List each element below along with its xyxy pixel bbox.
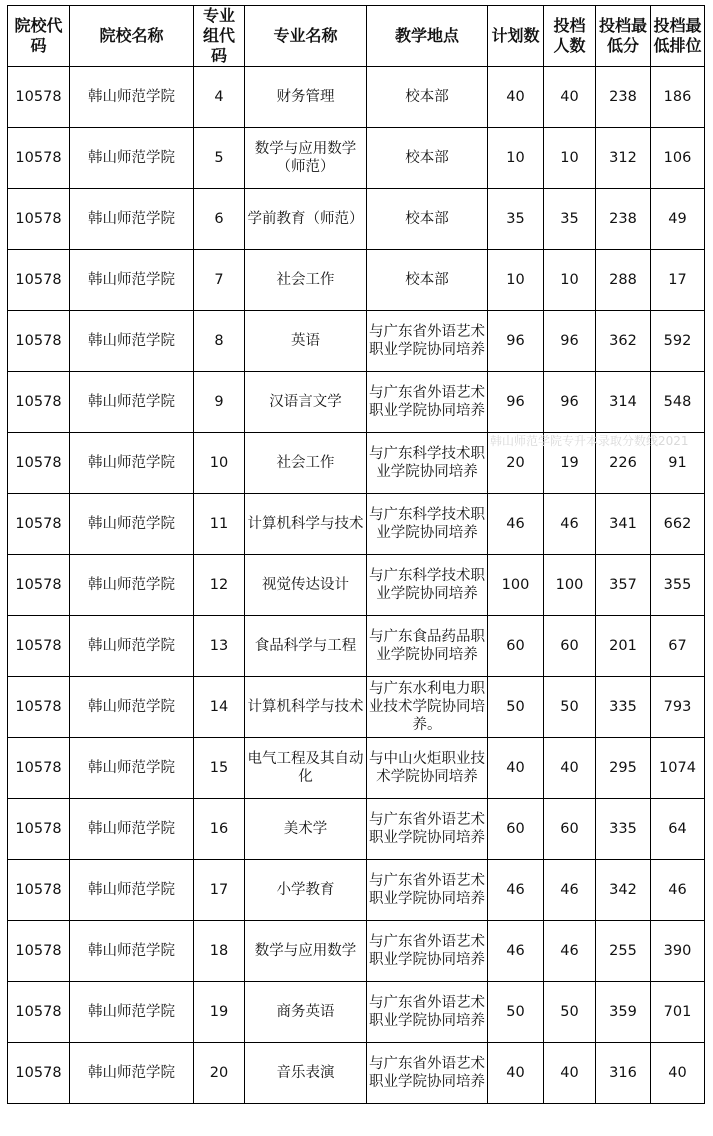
- min-score-cell: 316: [596, 1043, 651, 1104]
- table-row: [8, 250, 705, 311]
- school-name-cell: 韩山师范学院: [70, 311, 194, 372]
- location-cell: 与广东科学技术职业学院协同培养: [367, 433, 488, 494]
- min-score-cell: 295: [596, 738, 651, 799]
- school-name-cell: 韩山师范学院: [70, 616, 194, 677]
- admitted-count-cell: 46: [544, 860, 596, 921]
- school-name-cell: 韩山师范学院: [70, 189, 194, 250]
- school-code-cell: 10578: [8, 372, 70, 433]
- group-code-cell: 20: [194, 1043, 245, 1104]
- admitted-count-cell: 19: [544, 433, 596, 494]
- plan-count-cell: 40: [488, 67, 544, 128]
- school-code-cell: 10578: [8, 677, 70, 738]
- group-code-cell: 13: [194, 616, 245, 677]
- header-group-code: 专业组代码: [194, 6, 245, 67]
- min-score-cell: 341: [596, 494, 651, 555]
- location-cell: 与广东省外语艺术职业学院协同培养: [367, 799, 488, 860]
- major-name-cell: 小学教育: [245, 860, 367, 921]
- major-name-cell: 商务英语: [245, 982, 367, 1043]
- plan-count-cell: 60: [488, 616, 544, 677]
- min-score-cell: 312: [596, 128, 651, 189]
- admitted-count-cell: 40: [544, 738, 596, 799]
- admitted-count-cell: 40: [544, 67, 596, 128]
- admitted-count-cell: 50: [544, 677, 596, 738]
- min-score-cell: 335: [596, 677, 651, 738]
- school-code-cell: 10578: [8, 799, 70, 860]
- admitted-count-cell: 100: [544, 555, 596, 616]
- group-code-cell: 12: [194, 555, 245, 616]
- table-row: [8, 128, 705, 189]
- major-name-cell: 美术学: [245, 799, 367, 860]
- location-cell: 与中山火炬职业技术学院协同培养: [367, 738, 488, 799]
- admitted-count-cell: 60: [544, 799, 596, 860]
- admitted-count-cell: 96: [544, 311, 596, 372]
- school-code-cell: 10578: [8, 555, 70, 616]
- min-score-cell: 201: [596, 616, 651, 677]
- school-name-cell: 韩山师范学院: [70, 494, 194, 555]
- header-admitted: 投档人数: [544, 6, 596, 67]
- min-score-cell: 342: [596, 860, 651, 921]
- group-code-cell: 5: [194, 128, 245, 189]
- school-code-cell: 10578: [8, 860, 70, 921]
- table-row: [8, 799, 705, 860]
- admitted-count-cell: 46: [544, 494, 596, 555]
- school-name-cell: 韩山师范学院: [70, 921, 194, 982]
- table-row: [8, 311, 705, 372]
- header-school-code: 院校代码: [8, 6, 70, 67]
- admitted-count-cell: 46: [544, 921, 596, 982]
- group-code-cell: 6: [194, 189, 245, 250]
- school-name-cell: 韩山师范学院: [70, 1043, 194, 1104]
- table-row: [8, 921, 705, 982]
- group-code-cell: 17: [194, 860, 245, 921]
- school-name-cell: 韩山师范学院: [70, 982, 194, 1043]
- min-rank-cell: 186: [651, 67, 705, 128]
- plan-count-cell: 50: [488, 982, 544, 1043]
- header-plan: 计划数: [488, 6, 544, 67]
- plan-count-cell: 35: [488, 189, 544, 250]
- school-code-cell: 10578: [8, 250, 70, 311]
- min-score-cell: 238: [596, 189, 651, 250]
- major-name-cell: 英语: [245, 311, 367, 372]
- school-name-cell: 韩山师范学院: [70, 433, 194, 494]
- admitted-count-cell: 35: [544, 189, 596, 250]
- min-score-cell: 255: [596, 921, 651, 982]
- plan-count-cell: 46: [488, 860, 544, 921]
- plan-count-cell: 40: [488, 738, 544, 799]
- min-score-cell: 357: [596, 555, 651, 616]
- min-rank-cell: 548: [651, 372, 705, 433]
- table-header: [8, 6, 705, 67]
- admitted-count-cell: 50: [544, 982, 596, 1043]
- table-row: [8, 1043, 705, 1104]
- location-cell: 与广东省外语艺术职业学院协同培养: [367, 860, 488, 921]
- table-row: [8, 738, 705, 799]
- location-cell: 与广东水利电力职业技术学院协同培养。: [367, 677, 488, 738]
- min-rank-cell: 106: [651, 128, 705, 189]
- min-rank-cell: 1074: [651, 738, 705, 799]
- group-code-cell: 16: [194, 799, 245, 860]
- location-cell: 与广东科学技术职业学院协同培养: [367, 494, 488, 555]
- group-code-cell: 7: [194, 250, 245, 311]
- header-location: 教学地点: [367, 6, 488, 67]
- school-name-cell: 韩山师范学院: [70, 67, 194, 128]
- school-code-cell: 10578: [8, 189, 70, 250]
- school-name-cell: 韩山师范学院: [70, 555, 194, 616]
- min-rank-cell: 91: [651, 433, 705, 494]
- table-row: [8, 67, 705, 128]
- header-school-name: 院校名称: [70, 6, 194, 67]
- school-code-cell: 10578: [8, 433, 70, 494]
- location-cell: 与广东省外语艺术职业学院协同培养: [367, 311, 488, 372]
- school-code-cell: 10578: [8, 738, 70, 799]
- location-cell: 校本部: [367, 189, 488, 250]
- school-name-cell: 韩山师范学院: [70, 372, 194, 433]
- school-code-cell: 10578: [8, 67, 70, 128]
- group-code-cell: 10: [194, 433, 245, 494]
- plan-count-cell: 96: [488, 372, 544, 433]
- min-score-cell: 359: [596, 982, 651, 1043]
- major-name-cell: 社会工作: [245, 433, 367, 494]
- location-cell: 校本部: [367, 250, 488, 311]
- header-row: [8, 6, 705, 67]
- table-row: [8, 860, 705, 921]
- group-code-cell: 14: [194, 677, 245, 738]
- group-code-cell: 8: [194, 311, 245, 372]
- min-rank-cell: 40: [651, 1043, 705, 1104]
- table-row: [8, 372, 705, 433]
- major-name-cell: 学前教育（师范）: [245, 189, 367, 250]
- school-code-cell: 10578: [8, 982, 70, 1043]
- plan-count-cell: 100: [488, 555, 544, 616]
- major-name-cell: 计算机科学与技术: [245, 677, 367, 738]
- min-rank-cell: 355: [651, 555, 705, 616]
- admissions-table: [7, 5, 705, 1104]
- major-name-cell: 财务管理: [245, 67, 367, 128]
- admitted-count-cell: 10: [544, 128, 596, 189]
- school-code-cell: 10578: [8, 494, 70, 555]
- major-name-cell: 数学与应用数学（师范）: [245, 128, 367, 189]
- min-score-cell: 362: [596, 311, 651, 372]
- min-rank-cell: 662: [651, 494, 705, 555]
- school-code-cell: 10578: [8, 1043, 70, 1104]
- plan-count-cell: 96: [488, 311, 544, 372]
- group-code-cell: 18: [194, 921, 245, 982]
- table-row: [8, 189, 705, 250]
- admitted-count-cell: 10: [544, 250, 596, 311]
- table-row: [8, 982, 705, 1043]
- min-score-cell: 288: [596, 250, 651, 311]
- location-cell: 校本部: [367, 128, 488, 189]
- min-rank-cell: 793: [651, 677, 705, 738]
- plan-count-cell: 10: [488, 250, 544, 311]
- major-name-cell: 音乐表演: [245, 1043, 367, 1104]
- admitted-count-cell: 40: [544, 1043, 596, 1104]
- admitted-count-cell: 60: [544, 616, 596, 677]
- school-code-cell: 10578: [8, 616, 70, 677]
- school-name-cell: 韩山师范学院: [70, 128, 194, 189]
- school-code-cell: 10578: [8, 128, 70, 189]
- header-min-rank: 投档最低排位: [651, 6, 705, 67]
- group-code-cell: 4: [194, 67, 245, 128]
- school-name-cell: 韩山师范学院: [70, 738, 194, 799]
- location-cell: 与广东省外语艺术职业学院协同培养: [367, 1043, 488, 1104]
- plan-count-cell: 46: [488, 494, 544, 555]
- min-rank-cell: 17: [651, 250, 705, 311]
- min-score-cell: 238: [596, 67, 651, 128]
- plan-count-cell: 60: [488, 799, 544, 860]
- major-name-cell: 视觉传达设计: [245, 555, 367, 616]
- table-row: [8, 555, 705, 616]
- group-code-cell: 9: [194, 372, 245, 433]
- location-cell: 与广东省外语艺术职业学院协同培养: [367, 372, 488, 433]
- location-cell: 校本部: [367, 67, 488, 128]
- header-major-name: 专业名称: [245, 6, 367, 67]
- table-body: [8, 67, 705, 1104]
- group-code-cell: 19: [194, 982, 245, 1043]
- min-rank-cell: 46: [651, 860, 705, 921]
- school-name-cell: 韩山师范学院: [70, 250, 194, 311]
- plan-count-cell: 10: [488, 128, 544, 189]
- school-name-cell: 韩山师范学院: [70, 860, 194, 921]
- plan-count-cell: 50: [488, 677, 544, 738]
- major-name-cell: 电气工程及其自动化: [245, 738, 367, 799]
- plan-count-cell: 20: [488, 433, 544, 494]
- min-rank-cell: 701: [651, 982, 705, 1043]
- major-name-cell: 数学与应用数学: [245, 921, 367, 982]
- plan-count-cell: 40: [488, 1043, 544, 1104]
- major-name-cell: 社会工作: [245, 250, 367, 311]
- location-cell: 与广东省外语艺术职业学院协同培养: [367, 921, 488, 982]
- school-name-cell: 韩山师范学院: [70, 799, 194, 860]
- min-score-cell: 226: [596, 433, 651, 494]
- admitted-count-cell: 96: [544, 372, 596, 433]
- location-cell: 与广东省外语艺术职业学院协同培养: [367, 982, 488, 1043]
- min-rank-cell: 67: [651, 616, 705, 677]
- header-min-score: 投档最低分: [596, 6, 651, 67]
- min-score-cell: 314: [596, 372, 651, 433]
- major-name-cell: 计算机科学与技术: [245, 494, 367, 555]
- min-rank-cell: 592: [651, 311, 705, 372]
- min-rank-cell: 64: [651, 799, 705, 860]
- plan-count-cell: 46: [488, 921, 544, 982]
- min-score-cell: 335: [596, 799, 651, 860]
- table-row: [8, 616, 705, 677]
- school-code-cell: 10578: [8, 311, 70, 372]
- major-name-cell: 食品科学与工程: [245, 616, 367, 677]
- location-cell: 与广东科学技术职业学院协同培养: [367, 555, 488, 616]
- group-code-cell: 11: [194, 494, 245, 555]
- table-row: [8, 494, 705, 555]
- min-rank-cell: 49: [651, 189, 705, 250]
- table-row: [8, 677, 705, 738]
- location-cell: 与广东食品药品职业学院协同培养: [367, 616, 488, 677]
- group-code-cell: 15: [194, 738, 245, 799]
- school-code-cell: 10578: [8, 921, 70, 982]
- school-name-cell: 韩山师范学院: [70, 677, 194, 738]
- watermark: 韩山师范学院专升本录取分数线2021: [490, 434, 689, 448]
- major-name-cell: 汉语言文学: [245, 372, 367, 433]
- min-rank-cell: 390: [651, 921, 705, 982]
